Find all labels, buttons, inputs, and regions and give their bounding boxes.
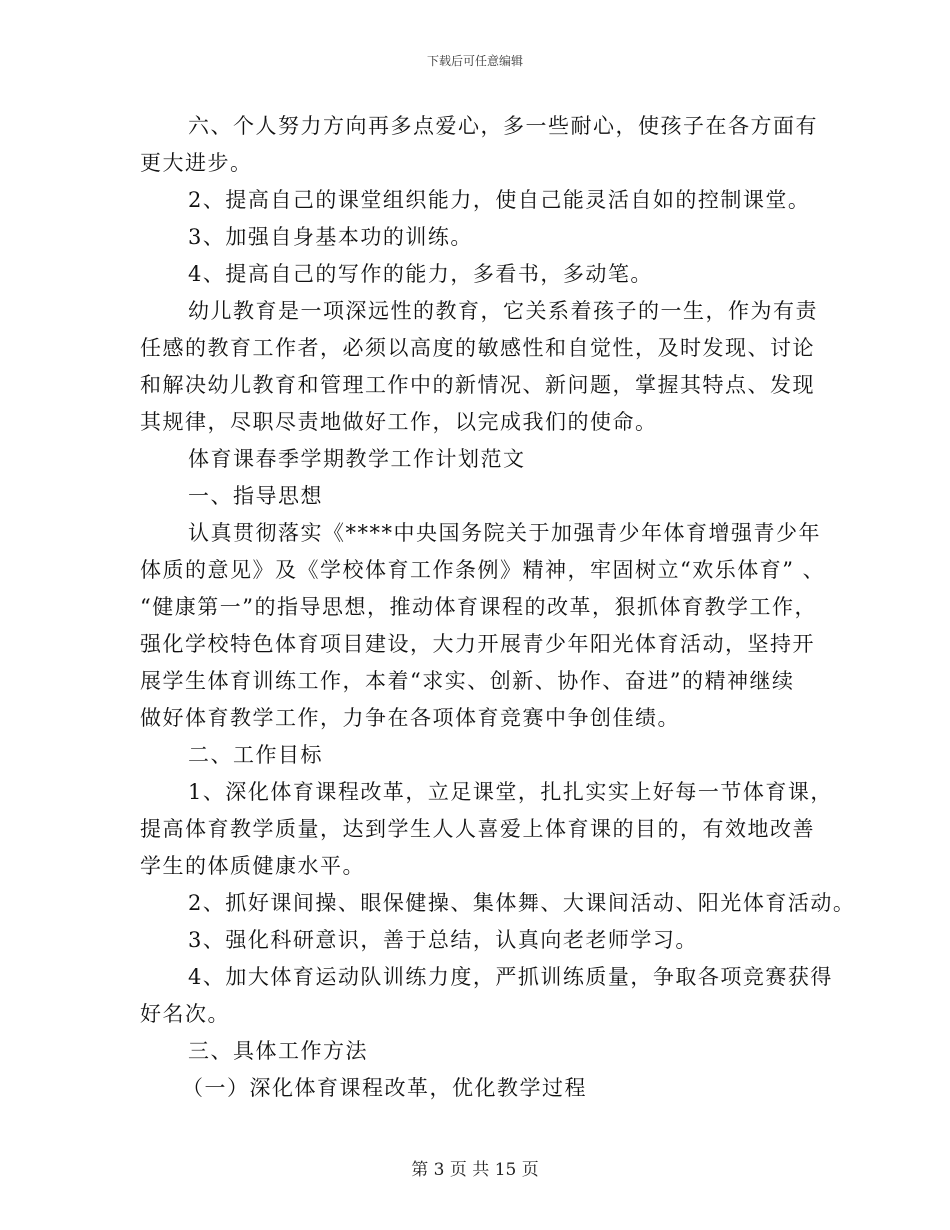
paragraph-line: 认真贯彻落实《****中央国务院关于加强青少年体育增强青少年 (188, 521, 821, 545)
paragraph-line: 六、个人努力方向再多点爱心，多一些耐心，使孩子在各方面有 (188, 114, 818, 138)
document-body (140, 108, 856, 1107)
paragraph-line: 4、加大体育运动队训练力度，严抓训练质量，争取各项竞赛获得 (188, 965, 833, 989)
paragraph-line: 任感的教育工作者，必须以高度的敏感性和自觉性，及时发现、讨论 (140, 336, 815, 360)
paragraph-line: 好名次。 (140, 1002, 230, 1026)
paragraph-line: 幼儿教育是一项深远性的教育，它关系着孩子的一生，作为有责 (188, 299, 818, 323)
subsection-heading: （一）深化体育课程改革，优化教学过程 (182, 1076, 587, 1100)
paragraph-line: 2、抓好课间操、眼保健操、集体舞、大课间活动、阳光体育活动。 (188, 891, 856, 915)
paragraph-line: 更大进步。 (140, 151, 253, 175)
section-heading: 二、工作目标 (188, 743, 323, 767)
paragraph-line: 4、提高自己的写作的能力，多看书，多动笔。 (188, 262, 653, 286)
paragraph-line: 体质的意见》及《学校体育工作条例》精神，牢固树立“欢乐体育” 、 (140, 558, 826, 582)
page-footer: 第 3 页 共 15 页 (411, 1160, 539, 1180)
paragraph-line: 3、强化科研意识，善于总结，认真向老老师学习。 (188, 928, 698, 952)
paragraph-line: 做好体育教学工作，力争在各项体育竞赛中争创佳绩。 (140, 706, 680, 730)
paragraph-line: 展学生体育训练工作，本着“求实、创新、协作、奋进”的精神继续 (140, 669, 795, 693)
paragraph-line: 提高体育教学质量，达到学生人人喜爱上体育课的目的，有效地改善 (140, 817, 815, 841)
paragraph-line: “健康第一”的指导思想，推动体育课程的改革，狠抓体育教学工作， (140, 595, 817, 619)
paragraph-line: 强化学校特色体育项目建设，大力开展青少年阳光体育活动，坚持开 (140, 632, 815, 656)
page-header: 下载后可任意编辑 (426, 54, 523, 68)
paragraph-line: 学生的体质健康水平。 (140, 854, 365, 878)
paragraph-line: 1、深化体育课程改革，立足课堂，扎扎实实上好每一节体育课， (188, 780, 833, 804)
paragraph-line: 和解决幼儿教育和管理工作中的新情况、新问题，掌握其特点、发现 (140, 373, 815, 397)
paragraph-line: 3、加强自身基本功的训练。 (188, 225, 473, 249)
paragraph-line: 其规律，尽职尽责地做好工作，以完成我们的使命。 (140, 410, 658, 434)
section-heading: 一、指导思想 (188, 484, 323, 508)
section-title: 体育课春季学期教学工作计划范文 (188, 447, 526, 471)
section-heading: 三、具体工作方法 (188, 1039, 368, 1063)
paragraph-line: 2、提高自己的课堂组织能力，使自己能灵活自如的控制课堂。 (188, 188, 811, 212)
